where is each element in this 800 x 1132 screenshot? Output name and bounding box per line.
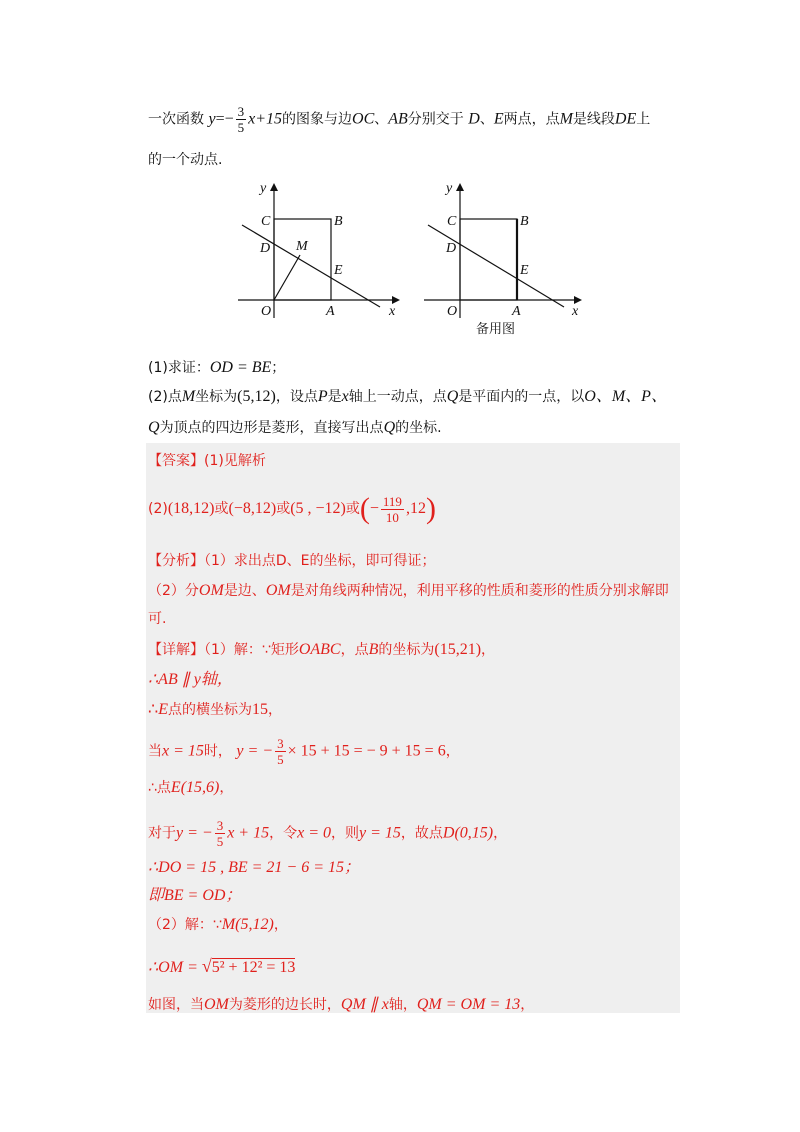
detail-line-1: 【详解】（1）解：∵矩形OABC，点B的坐标为(15,21)， [148,641,496,658]
label-o: O [261,304,272,319]
label-y: y [260,181,267,196]
analysis-line-3: 可. [148,611,167,627]
question-2-line-2: Q为顶点的四边形是菱形，直接写出点Q的坐标. [148,419,442,436]
paren-close: ) [425,492,436,525]
label-x: x [572,304,579,319]
label-e: E [334,263,343,278]
y-axis-arrow [456,183,464,191]
line-de [242,225,380,307]
fraction: $\frac{3}{5}$ [237,104,245,135]
analysis-line-2: （2）分OM是边、OM是对角线两种情况，利用平移的性质和菱形的性质分别求解即 [148,582,669,599]
label-b: B [334,214,343,229]
rectangle-oabc [460,219,517,300]
label-b: B [520,214,529,229]
label-d: D [260,241,271,256]
paren-open: ( [359,492,370,525]
figure-caption: 备用图 [476,322,516,337]
label-o: O [447,304,458,319]
label-m: M [296,239,308,254]
label-a: A [512,304,521,319]
label-c: C [261,214,271,229]
detail-line-8: 即BE = OD； [148,887,242,904]
question-1: (1)求证：OD = BE； [148,359,286,376]
answer-label: 【答案】(1)见解析 [148,453,266,469]
detail-line-9: （2）解：∵M(5,12)， [148,916,288,933]
detail-line-4: 当x = 15时， y = − $\frac{3}{5}$ × 15 + 15 = − 9 + 15 = 6， [148,736,460,767]
detail-line-3: ∴E点的横坐标为15， [148,701,282,718]
fraction: $\frac{3}{5}$ [216,818,224,849]
detail-line-2: ∴AB ∥ y轴， [148,671,233,688]
rectangle-oabc [274,219,331,300]
segment-om [274,255,300,300]
y-axis-arrow [270,183,278,191]
detail-line-5: ∴点E(15,6)， [148,779,234,796]
detail-line-6: 对于y = − $\frac{3}{5}$ x + 15，令x = 0，则y = 15，故点D(0,15)， [148,818,508,849]
x-axis-arrow [574,296,582,304]
label-y: y [446,181,453,196]
detail-line-7: ∴DO = 15 , BE = 21 − 6 = 15； [148,859,361,876]
label-c: C [447,214,457,229]
label-e: E [520,263,529,278]
fraction: $\frac{3}{5}$ [277,736,284,767]
label-x: x [389,304,396,319]
figure-backup [414,178,594,340]
line-de [428,225,564,307]
detail-line-11: 如图，当OM为菱形的边长时，QM ∥ x轴，QM = OM = 13， [148,996,535,1013]
x-axis-arrow [392,296,400,304]
problem-line-2: 的一个动点. [148,152,223,168]
fraction: $\frac{119}{10}$ [382,493,402,525]
label-a: A [326,304,335,319]
detail-line-10: ∴OM = √5² + 12² = 13 [148,956,296,976]
answer-2: (2)(18,12)或(−8,12)或(5 , −12)或(− $\frac{119}{10}$ ,12) [148,492,436,525]
figure-main [228,178,408,328]
problem-line-1: 一次函数 y=− $\frac{3}{5}$ x+15的图象与边OC、AB分别交于 D、E两点，点M是线段DE上 [148,104,651,135]
question-2-line-1: (2)点M坐标为(5,12)，设点P是x轴上一动点，点Q是平面内的一点，以O、M、P、 [148,388,667,405]
label-d: D [446,241,457,256]
analysis-line-1: 【分析】（1）求出点D、E的坐标，即可得证； [148,553,436,569]
